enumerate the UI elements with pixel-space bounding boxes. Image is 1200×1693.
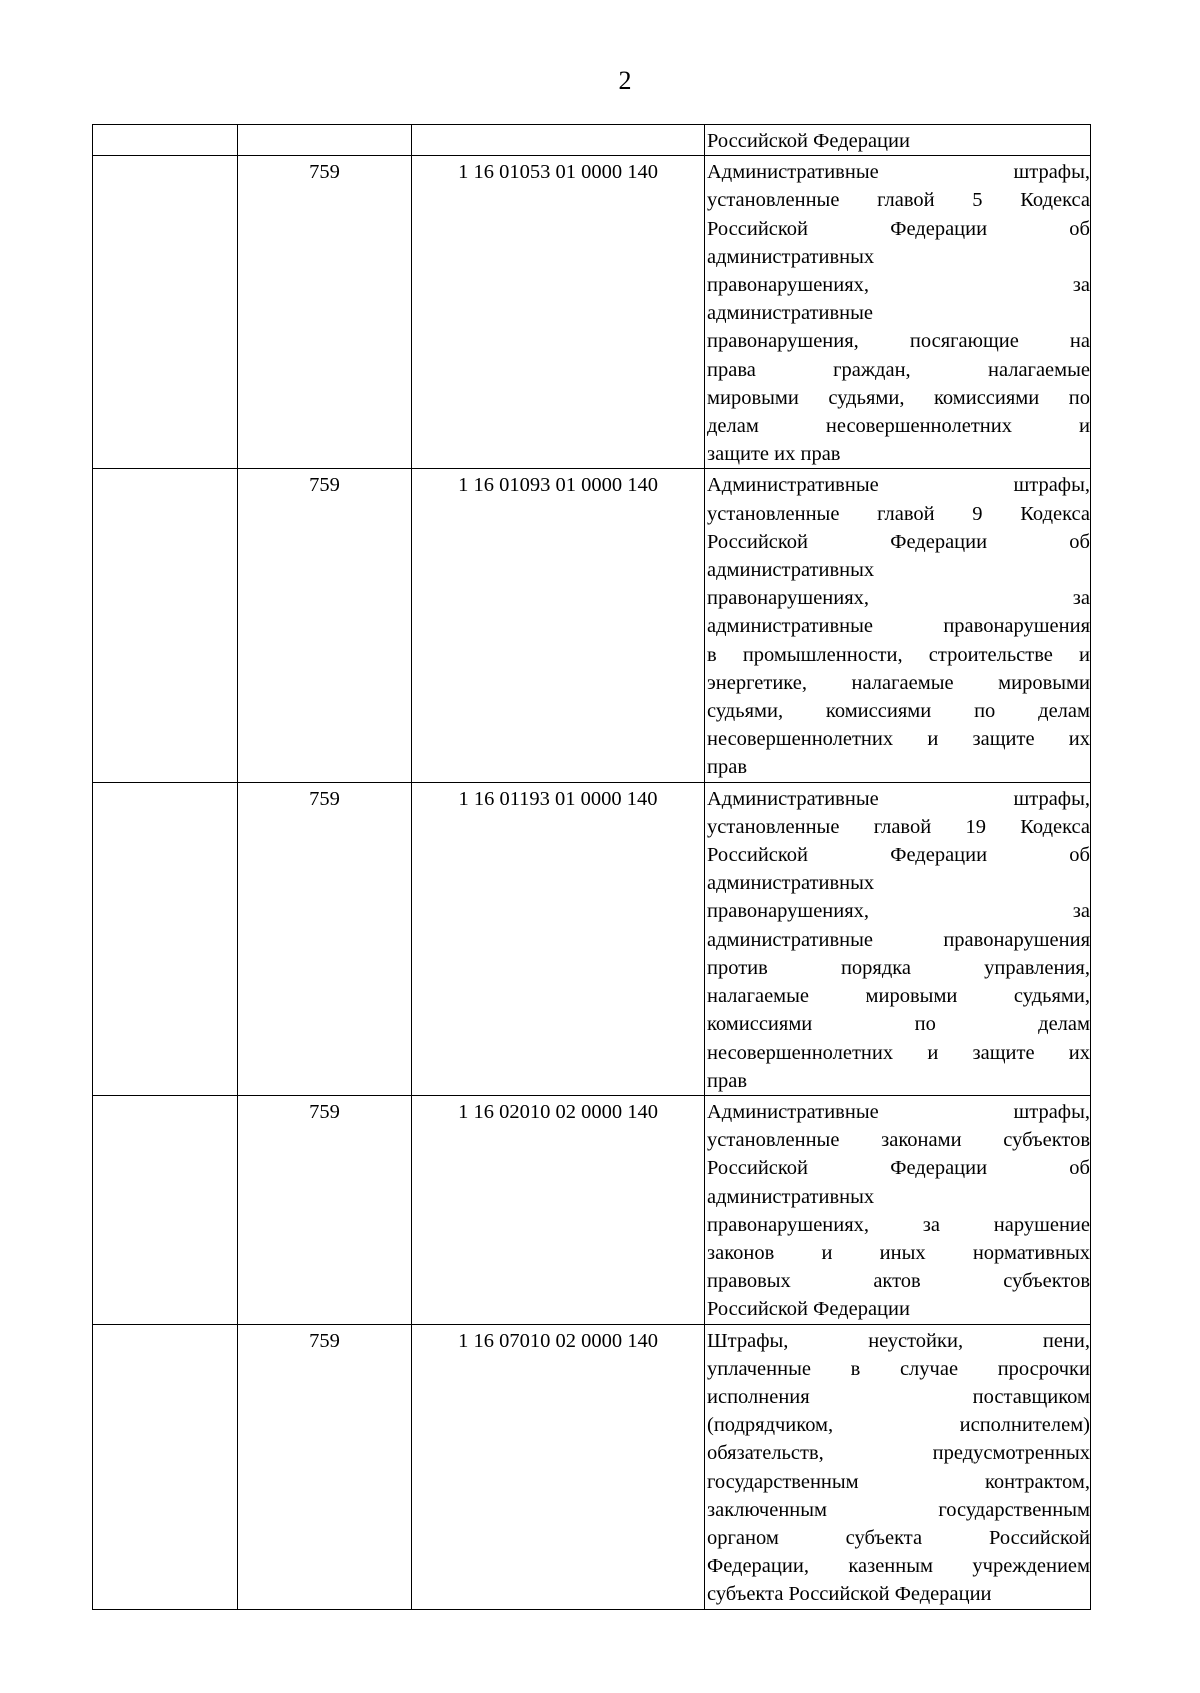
description-line: уплаченные в случае просрочки (707, 1357, 1090, 1380)
empty-cell (93, 1095, 238, 1324)
kbk-cell: 1 16 07010 02 0000 140 (412, 1324, 705, 1609)
description-line: Административные штрафы, (707, 474, 1090, 497)
description-line: государственным контрактом, (707, 1470, 1090, 1493)
description-line: установленные главой 5 Кодекса (707, 189, 1090, 212)
description-line: заключенным государственным (707, 1498, 1090, 1521)
description-line: Административные штрафы, (707, 161, 1090, 184)
description-line: комиссиями по делам (707, 1013, 1090, 1036)
description-cell (705, 782, 1091, 1095)
description-line: Российской Федерации об (707, 530, 1090, 553)
kbk-cell: 1 16 01053 01 0000 140 (412, 156, 705, 469)
description-line: административных (707, 872, 875, 895)
admin-code-cell: 759 (238, 156, 412, 469)
kbk-cell (412, 125, 705, 156)
description-line: права граждан, налагаемые (707, 358, 1090, 381)
description-line: (подрядчиком, исполнителем) (707, 1414, 1090, 1437)
description-line: Административные штрафы, (707, 1100, 1090, 1123)
description-line: установленные законами субъектов (707, 1129, 1090, 1152)
description-line: установленные главой 19 Кодекса (707, 815, 1090, 838)
empty-cell (93, 782, 238, 1095)
description-line: административные правонарушения (707, 615, 1090, 638)
description-line: Российской Федерации об (707, 217, 1090, 240)
empty-cell (93, 125, 238, 156)
description-line: Федерации, казенным учреждением (707, 1555, 1090, 1578)
description-line: правонарушения, посягающие на (707, 330, 1090, 353)
kbk-cell: 1 16 02010 02 0000 140 (412, 1095, 705, 1324)
description-line: исполнения поставщиком (707, 1385, 1090, 1408)
description-line: защите их прав (707, 443, 841, 466)
table-row (93, 469, 1091, 782)
description-line: Российской Федерации (707, 1298, 910, 1321)
admin-code-cell: 759 (238, 469, 412, 782)
description-line: несовершеннолетних и защите их (707, 1041, 1090, 1064)
description-line: административных (707, 559, 875, 582)
revenue-codes-table (92, 124, 1091, 1610)
description-line: обязательств, предусмотренных (707, 1442, 1090, 1465)
table-row (93, 156, 1091, 469)
empty-cell (93, 469, 238, 782)
description-cell (705, 156, 1091, 469)
description-line: правовых актов субъектов (707, 1270, 1090, 1293)
description-line: правонарушениях, за (707, 274, 1090, 297)
description-line: административных (707, 1185, 875, 1208)
description-line: мировыми судьями, комиссиями по (707, 386, 1090, 409)
kbk-cell: 1 16 01093 01 0000 140 (412, 469, 705, 782)
description-line: правонарушениях, за нарушение (707, 1213, 1090, 1236)
description-line: против порядка управления, (707, 956, 1090, 979)
description-line: налагаемые мировыми судьями, (707, 985, 1090, 1008)
table-row (93, 1324, 1091, 1609)
description-line: субъекта Российской Федерации (707, 1583, 992, 1606)
description-line: Российской Федерации (707, 130, 910, 152)
description-line: прав (707, 756, 747, 779)
admin-code-cell: 759 (238, 1324, 412, 1609)
description-cell (705, 1095, 1091, 1324)
description-line: установленные главой 9 Кодекса (707, 502, 1090, 525)
description-line: Российской Федерации об (707, 844, 1090, 867)
admin-code-cell (238, 125, 412, 156)
table-row-continuation (93, 125, 1091, 156)
description-line: Российской Федерации об (707, 1157, 1090, 1180)
description-cell (705, 1324, 1091, 1609)
description-line: судьями, комиссиями по делам (707, 700, 1090, 723)
description-line: законов и иных нормативных (707, 1241, 1090, 1264)
description-line: органом субъекта Российской (707, 1526, 1090, 1549)
description-line: правонарушениях, за (707, 900, 1090, 923)
empty-cell (93, 1324, 238, 1609)
kbk-cell: 1 16 01193 01 0000 140 (412, 782, 705, 1095)
description-cell (705, 125, 1091, 156)
empty-cell (93, 156, 238, 469)
description-line: делам несовершеннолетних и (707, 415, 1090, 438)
description-line: несовершеннолетних и защите их (707, 728, 1090, 751)
description-line: в промышленности, строительстве и (707, 643, 1090, 666)
description-cell (705, 469, 1091, 782)
admin-code-cell: 759 (238, 1095, 412, 1324)
table-row (93, 782, 1091, 1095)
description-line: административные правонарушения (707, 928, 1090, 951)
admin-code-cell: 759 (238, 782, 412, 1095)
table-row (93, 1095, 1091, 1324)
description-line: административных (707, 245, 875, 268)
description-line: Административные штрафы, (707, 787, 1090, 810)
page-number: 2 (618, 66, 632, 95)
description-line: энергетике, налагаемые мировыми (707, 671, 1090, 694)
description-line: Штрафы, неустойки, пени, (707, 1329, 1090, 1352)
description-line: прав (707, 1069, 747, 1092)
description-line: административные (707, 302, 873, 325)
description-line: правонарушениях, за (707, 587, 1090, 610)
